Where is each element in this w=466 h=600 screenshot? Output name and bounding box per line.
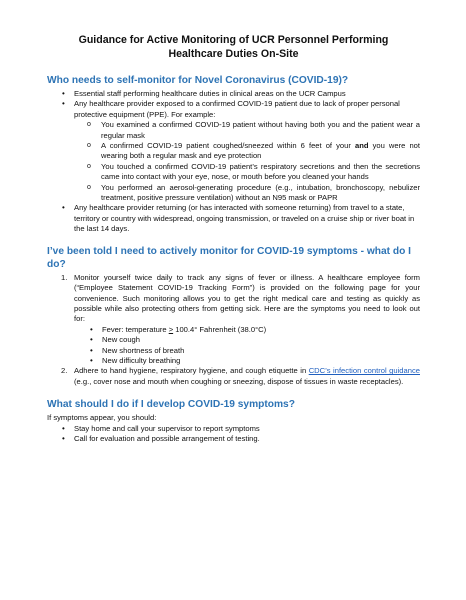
symptoms-intro: If symptoms appear, you should: [47,413,157,423]
step-text: Monitor yourself twice daily to track any signs of fever or illness. A healthcare employee form (“Employee Statement COVID-19 Tracking Form”) is provided on the following page for your convenience. Such monitoring allows you to get the right medical care and testing as quickly as possible while also protecting others from getting sick. Here are the symptoms you need to look out for: [74,272,420,324]
greater-equal-sign: > [168,324,174,334]
symptom-action-item [47,424,420,434]
monitoring-steps-list [47,273,420,387]
symptom-item [88,325,420,335]
symptom-action-text: Stay home and call your supervisor to report symptoms [74,423,260,433]
exposure-example-item [85,162,420,183]
monitoring-step [47,273,420,367]
symptom-item [88,335,420,345]
who-list-item [47,99,420,203]
section-who-self-monitor [47,74,420,235]
exposure-example-list [85,120,420,203]
exposure-example-emphasis: and [354,141,369,151]
symptom-list [88,325,420,367]
symptom-text: Fever: temperature [102,324,169,334]
step-text: (e.g., cover nose and mouth when coughing or sneezing, dispose of tissues in waste receptacles). [74,376,404,386]
exposure-example-item [85,183,420,204]
symptom-text: 100.4° Fahrenheit (38.0°C) [173,324,267,334]
who-list [47,89,420,235]
section-heading-active-monitoring: I’ve been told I need to actively monitor for COVID-19 symptoms - what do I do? [47,245,411,270]
section-develop-symptoms [47,398,420,444]
exposure-example-text: you were not wearing both a regular mask and eye protection [101,141,420,161]
who-item-travel: Any healthcare provider returning (or has interacted with someone returning) from travel to a state, territory or country with widespread, ongoing transmission, or traveled on a cruise ship or river boat in the last 14 days. [74,203,415,234]
exposure-example-item [85,120,420,141]
section-active-monitoring [47,245,420,387]
who-list-item [47,89,420,99]
exposure-example-text: You examined a confirmed COVID-19 patient without having both you and the patient wear a regular mask [101,120,420,140]
step-text: Adhere to hand hygiene, respiratory hygiene, and cough etiquette in [74,366,309,376]
step-number: 1. [61,272,68,282]
exposure-example-text: You touched a confirmed COVID-19 patient’s respiratory secretions and then the secretions came into contact with your eye, nose, or mouth before you cleaned your hands [101,161,420,182]
section-heading-who-self-monitor: Who needs to self-monitor for Novel Coronavirus (COVID-19)? [47,75,349,86]
symptom-text: New difficulty breathing [102,355,181,365]
symptom-item [88,346,420,356]
document-title [47,33,420,61]
who-list-item [47,203,420,234]
document-title-line-2: Healthcare Duties On-Site [168,48,299,60]
symptom-item [88,356,420,366]
document-title-line-1: Guidance for Active Monitoring of UCR Personnel Performing [78,34,389,46]
symptom-action-item [47,434,420,444]
symptom-actions-list [47,424,420,445]
symptom-action-text: Call for evaluation and possible arrangement of testing. [74,433,260,443]
step-number: 2. [61,366,68,376]
exposure-example-text: You performed an aerosol-generating procedure (e.g., intubation, bronchoscopy, nebulizer treatment, positive pressure ventilation) without an N95 mask or PAPR [101,182,420,203]
symptom-text: New shortness of breath [102,345,185,355]
cdc-infection-control-link[interactable]: CDC’s infection control guidance [308,366,420,376]
who-item-essential-staff: Essential staff performing healthcare duties in clinical areas on the UCR Campus [74,89,346,98]
who-item-exposed-provider: Any healthcare provider exposed to a confirmed COVID-19 patient due to lack of proper personal protective equipment (PPE). For example: [74,99,400,119]
exposure-example-item [85,141,420,162]
monitoring-step [47,366,420,387]
exposure-example-text: A confirmed COVID-19 patient coughed/sneezed within 6 feet of your [101,141,355,151]
section-heading-develop-symptoms: What should I do if I develop COVID-19 symptoms? [47,399,295,411]
symptom-text: New cough [102,335,140,345]
